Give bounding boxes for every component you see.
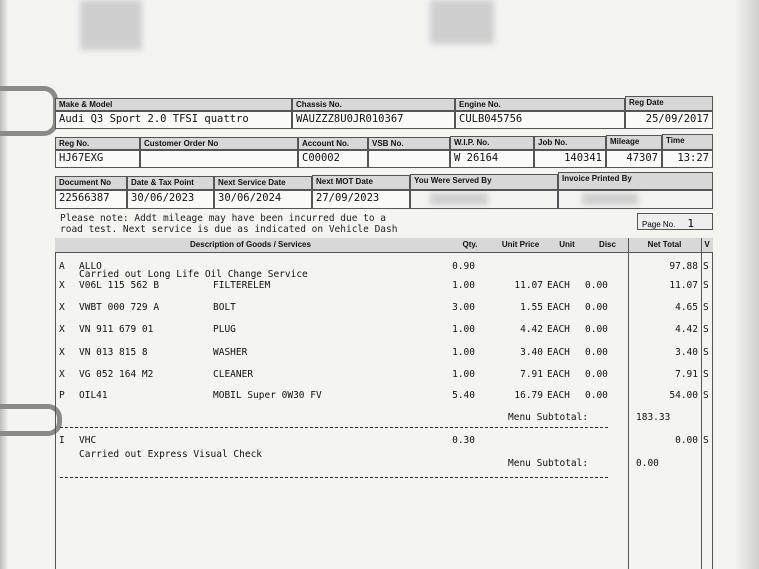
table-cell-part: VN 013 815 8 bbox=[79, 347, 148, 358]
chassis-value: WAUZZZ8U0JR010367 bbox=[292, 111, 455, 129]
served-by-value bbox=[410, 190, 558, 209]
table-cell-part: VG 052 164 M2 bbox=[79, 369, 154, 380]
table-cell-disc: 0.00 bbox=[585, 347, 608, 358]
table-cell-unit: EACH bbox=[547, 324, 570, 335]
table-cell-part: OIL41 bbox=[79, 390, 108, 401]
table-cell-disc: 0.00 bbox=[585, 369, 608, 380]
time-value: 13:27 bbox=[662, 150, 713, 168]
table-cell-qty: 0.90 bbox=[452, 261, 475, 272]
make-model-label: Make & Model bbox=[55, 98, 292, 111]
customer-order-label: Customer Order No bbox=[140, 137, 298, 150]
table-cell-desc: BOLT bbox=[213, 302, 236, 313]
note-line-2: road test. Next service is due as indicated on Vehicle Dash bbox=[60, 224, 398, 235]
table-cell-price: 16.79 bbox=[514, 390, 543, 401]
customer-order-value bbox=[140, 150, 298, 168]
table-cell-code: X bbox=[59, 324, 65, 335]
menu-subtotal-value: 183.33 bbox=[636, 412, 671, 423]
engine-label: Engine No. bbox=[455, 98, 625, 111]
next-service-value: 30/06/2024 bbox=[214, 190, 312, 209]
table-cell-price: 7.91 bbox=[520, 369, 543, 380]
table-cell-price: 11.07 bbox=[514, 280, 543, 291]
page-number-label: Page No. bbox=[642, 220, 676, 229]
table-cell-code: X bbox=[59, 369, 65, 380]
wip-label: W.I.P. No. bbox=[450, 136, 534, 150]
redacted-area bbox=[430, 0, 494, 44]
table-cell-disc: 0.00 bbox=[585, 280, 608, 291]
date-tax-value: 30/06/2023 bbox=[127, 190, 214, 209]
table-cell-net: 54.00 bbox=[669, 390, 698, 401]
table-cell-part: ALLO bbox=[79, 261, 102, 272]
page-number-value: 1 bbox=[687, 217, 694, 230]
table-cell-net: 11.07 bbox=[669, 280, 698, 291]
table-cell-desc: PLUG bbox=[213, 324, 236, 335]
redacted-area bbox=[80, 0, 142, 50]
table-cell-net: 3.40 bbox=[675, 347, 698, 358]
table-cell-disc: 0.00 bbox=[585, 324, 608, 335]
table-cell-code: P bbox=[59, 390, 65, 401]
binder-ring bbox=[0, 86, 58, 136]
binder-ring bbox=[0, 404, 62, 436]
col-v-header: V bbox=[701, 238, 713, 253]
vsb-label: VSB No. bbox=[368, 137, 450, 150]
table-cell-v: S bbox=[703, 324, 709, 335]
table-cell-price: 1.55 bbox=[520, 302, 543, 313]
next-mot-value: 27/09/2023 bbox=[312, 190, 410, 209]
page-edge-shadow-right bbox=[735, 0, 759, 569]
col-unit-price-header: Unit Price bbox=[494, 238, 547, 253]
table-cell-price: 3.40 bbox=[520, 347, 543, 358]
document-value: 22566387 bbox=[55, 190, 127, 209]
menu-subtotal-label: Menu Subtotal: bbox=[508, 412, 589, 423]
job-value: 140341 bbox=[534, 150, 606, 168]
col-net-total-header: Net Total bbox=[628, 238, 701, 253]
mileage-label: Mileage bbox=[606, 135, 662, 150]
note-line-1: Please note: Addt mileage may have been incurred due to a bbox=[60, 213, 387, 224]
reg-no-label: Reg No. bbox=[55, 137, 140, 150]
table-cell-part: VN 911 679 01 bbox=[79, 324, 154, 335]
reg-date-value: 25/09/2017 bbox=[625, 111, 713, 129]
table-cell-part: Carried out Express Visual Check bbox=[79, 449, 263, 460]
table-cell-part: VWBT 000 729 A bbox=[79, 302, 160, 313]
table-cell-unit: EACH bbox=[547, 369, 570, 380]
menu-subtotal-value: 0.00 bbox=[636, 458, 659, 469]
table-cell-part: Carried out Long Life Oil Change Service bbox=[79, 269, 308, 280]
next-mot-label: Next MOT Date bbox=[312, 175, 410, 190]
page-number-box bbox=[637, 213, 713, 230]
table-cell-qty: 1.00 bbox=[452, 324, 475, 335]
dashed-separator bbox=[60, 427, 608, 428]
table-cell-unit: EACH bbox=[547, 280, 570, 291]
engine-value: CULB045756 bbox=[455, 111, 625, 129]
next-service-label: Next Service Date bbox=[214, 176, 312, 190]
invoice-printed-label: Invoice Printed By bbox=[558, 172, 713, 190]
table-cell-price: 4.42 bbox=[520, 324, 543, 335]
mileage-value: 47307 bbox=[606, 150, 662, 168]
table-cell-v: S bbox=[703, 390, 709, 401]
invoice-printed-value bbox=[558, 190, 713, 209]
chassis-label: Chassis No. bbox=[292, 98, 455, 111]
table-cell-v: S bbox=[703, 302, 709, 313]
col-disc-header: Disc bbox=[587, 238, 628, 253]
table-cell-net: 97.88 bbox=[669, 261, 698, 272]
table-cell-code: X bbox=[59, 302, 65, 313]
document-label: Document No bbox=[55, 176, 127, 190]
table-cell-code: A bbox=[59, 261, 65, 272]
table-cell-qty: 1.00 bbox=[452, 347, 475, 358]
table-cell-disc: 0.00 bbox=[585, 302, 608, 313]
column-divider bbox=[701, 238, 702, 569]
table-cell-v: S bbox=[703, 369, 709, 380]
table-cell-v: S bbox=[703, 280, 709, 291]
table-cell-net: 4.65 bbox=[675, 302, 698, 313]
col-description-header: Description of Goods / Services bbox=[55, 238, 446, 253]
table-cell-v: S bbox=[703, 261, 709, 272]
table-cell-qty: 1.00 bbox=[452, 369, 475, 380]
account-value: C00002 bbox=[298, 150, 368, 168]
table-cell-v: S bbox=[703, 435, 709, 446]
table-cell-part: V06L 115 562 B bbox=[79, 280, 160, 291]
table-cell-net: 0.00 bbox=[675, 435, 698, 446]
table-cell-desc: CLEANER bbox=[213, 369, 254, 380]
vsb-value bbox=[368, 150, 450, 168]
table-cell-v: S bbox=[703, 347, 709, 358]
table-cell-desc: FILTERELEM bbox=[213, 280, 271, 291]
table-cell-desc: WASHER bbox=[213, 347, 248, 358]
table-cell-code: I bbox=[59, 435, 65, 446]
table-cell-part: VHC bbox=[79, 435, 97, 446]
table-cell-qty: 0.30 bbox=[452, 435, 475, 446]
served-by-label: You Were Served By bbox=[410, 174, 558, 190]
table-cell-code: X bbox=[59, 280, 65, 291]
table-cell-unit: EACH bbox=[547, 347, 570, 358]
wip-value: W 26164 bbox=[450, 150, 534, 168]
reg-date-label: Reg Date bbox=[625, 96, 713, 111]
table-cell-qty: 3.00 bbox=[452, 302, 475, 313]
table-cell-qty: 5.40 bbox=[452, 390, 475, 401]
dashed-separator bbox=[60, 477, 608, 478]
table-cell-disc: 0.00 bbox=[585, 390, 608, 401]
table-cell-desc: MOBIL Super 0W30 FV bbox=[213, 390, 322, 401]
job-label: Job No. bbox=[534, 136, 606, 150]
table-cell-qty: 1.00 bbox=[452, 280, 475, 291]
col-unit-header: Unit bbox=[547, 238, 587, 253]
table-cell-unit: EACH bbox=[547, 302, 570, 313]
date-tax-label: Date & Tax Point bbox=[127, 176, 214, 190]
reg-no-value: HJ67EXG bbox=[55, 150, 140, 168]
time-label: Time bbox=[662, 134, 713, 150]
table-cell-unit: EACH bbox=[547, 390, 570, 401]
table-cell-code: X bbox=[59, 347, 65, 358]
account-label: Account No. bbox=[298, 137, 368, 150]
table-cell-net: 7.91 bbox=[675, 369, 698, 380]
make-model-value: Audi Q3 Sport 2.0 TFSI quattro bbox=[55, 111, 292, 129]
menu-subtotal-label: Menu Subtotal: bbox=[508, 458, 589, 469]
table-cell-net: 4.42 bbox=[675, 324, 698, 335]
col-qty-header: Qty. bbox=[446, 238, 494, 253]
